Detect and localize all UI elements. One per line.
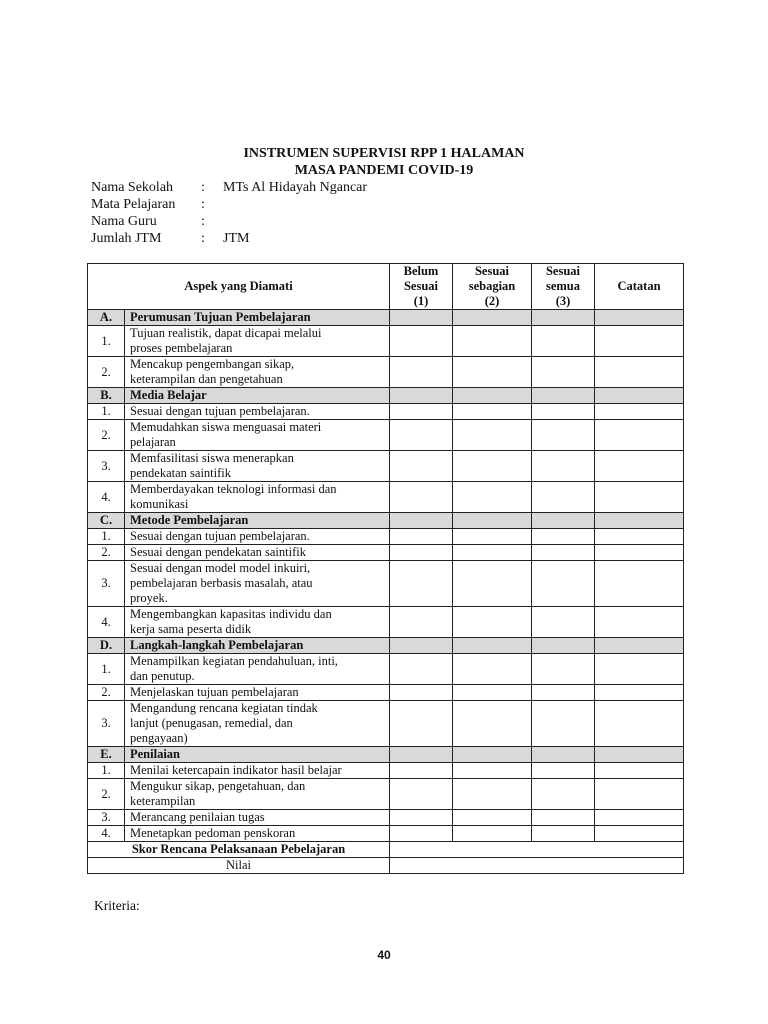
item-text-line: Mengembangkan kapasitas individu dan (130, 607, 332, 621)
section-row (88, 388, 684, 404)
catatan-cell (595, 529, 684, 545)
score-sesuai-semua (532, 638, 595, 654)
item-text-line: Menetapkan pedoman penskoran (130, 826, 296, 840)
score-sesuai-semua (532, 701, 595, 747)
item-text-line: Sesuai dengan pendekatan saintifik (130, 545, 306, 559)
item-number: 2. (88, 779, 125, 810)
score-sesuai-sebagian (453, 388, 532, 404)
score-sesuai-sebagian (453, 779, 532, 810)
item-text-line: Sesuai dengan model model inkuiri, (130, 561, 311, 575)
section-letter: D. (88, 638, 125, 654)
score-belum-sesuai (390, 779, 453, 810)
table-row (88, 545, 684, 561)
item-text-line: Menampilkan kegiatan pendahuluan, inti, (130, 654, 338, 668)
table-row (88, 561, 684, 607)
item-text (125, 763, 390, 779)
item-text-line: Memberdayakan teknologi informasi dan (130, 482, 337, 496)
catatan-cell (595, 654, 684, 685)
item-text-line: Sesuai dengan tujuan pembelajaran. (130, 404, 310, 418)
table-row (88, 779, 684, 810)
item-text-line: Memudahkan siswa menguasai materi (130, 420, 322, 434)
score-sesuai-sebagian (453, 545, 532, 561)
header-line: Sesuai (474, 264, 510, 278)
section-title: Metode Pembelajaran (125, 513, 390, 529)
item-number: 4. (88, 482, 125, 513)
item-number: 1. (88, 404, 125, 420)
item-text-line: Mengukur sikap, pengetahuan, dan (130, 779, 306, 793)
score-belum-sesuai (390, 357, 453, 388)
catatan-cell (595, 420, 684, 451)
item-text-line: dan penutup. (130, 669, 195, 683)
supervision-table (87, 263, 684, 874)
catatan-cell (595, 357, 684, 388)
item-text (125, 529, 390, 545)
score-sesuai-sebagian (453, 747, 532, 763)
section-letter: B. (88, 388, 125, 404)
score-belum-sesuai (390, 451, 453, 482)
info-label: Nama Sekolah (91, 180, 174, 195)
catatan-cell (595, 482, 684, 513)
catatan-cell (595, 451, 684, 482)
score-sesuai-semua (532, 747, 595, 763)
score-belum-sesuai (390, 326, 453, 357)
item-text-line: Tujuan realistik, dapat dicapai melalui (130, 326, 322, 340)
score-belum-sesuai (390, 420, 453, 451)
item-text-line: Merancang penilaian tugas (130, 810, 265, 824)
section-row (88, 638, 684, 654)
section-letter: A. (88, 310, 125, 326)
score-sesuai-semua (532, 654, 595, 685)
catatan-cell (595, 545, 684, 561)
item-text-line: pembelajaran berbasis masalah, atau (130, 576, 313, 590)
score-sesuai-semua (532, 545, 595, 561)
table-row (88, 482, 684, 513)
document-subtitle: MASA PANDEMI COVID-19 (294, 163, 474, 178)
header-line: semua (545, 279, 581, 293)
table-row (88, 826, 684, 842)
item-text-line: keterampilan (130, 794, 196, 808)
section-title: Perumusan Tujuan Pembelajaran (125, 310, 390, 326)
item-text-line: keterampilan dan pengetahuan (130, 372, 283, 386)
score-belum-sesuai (390, 388, 453, 404)
score-belum-sesuai (390, 763, 453, 779)
header-line: Sesuai (403, 279, 439, 293)
score-sesuai-sebagian (453, 654, 532, 685)
item-number: 1. (88, 529, 125, 545)
table-row (88, 685, 684, 701)
skor-row-value (390, 842, 684, 858)
score-sesuai-sebagian (453, 810, 532, 826)
item-text (125, 561, 390, 607)
catatan-cell (595, 763, 684, 779)
info-colon: : (201, 180, 205, 195)
item-text (125, 357, 390, 388)
score-sesuai-sebagian (453, 404, 532, 420)
score-belum-sesuai (390, 404, 453, 420)
info-label: Jumlah JTM (91, 231, 162, 246)
score-sesuai-sebagian (453, 685, 532, 701)
score-sesuai-sebagian (453, 482, 532, 513)
score-belum-sesuai (390, 310, 453, 326)
score-sesuai-semua (532, 810, 595, 826)
catatan-cell (595, 685, 684, 701)
header-line: sebagian (468, 279, 516, 293)
item-text-line: lanjut (penugasan, remedial, dan (130, 716, 293, 730)
item-number: 3. (88, 451, 125, 482)
catatan-cell (595, 404, 684, 420)
skor-row (88, 842, 684, 858)
section-row (88, 513, 684, 529)
nilai-row-label: Nilai (88, 858, 390, 874)
table-row (88, 810, 684, 826)
header-aspek: Aspek yang Diamati (88, 264, 390, 310)
item-text (125, 654, 390, 685)
section-row (88, 747, 684, 763)
table-row (88, 420, 684, 451)
identity-fields (91, 179, 367, 247)
score-sesuai-semua (532, 685, 595, 701)
item-number: 1. (88, 763, 125, 779)
header-sesuai-sebagian (453, 264, 532, 310)
nilai-row (88, 858, 684, 874)
header-sesuai-semua (532, 264, 595, 310)
score-belum-sesuai (390, 638, 453, 654)
score-sesuai-sebagian (453, 310, 532, 326)
nilai-row-value (390, 858, 684, 874)
catatan-cell (595, 388, 684, 404)
item-text-line: proyek. (130, 591, 168, 605)
item-text (125, 685, 390, 701)
catatan-cell (595, 701, 684, 747)
item-text (125, 779, 390, 810)
item-text (125, 451, 390, 482)
score-sesuai-semua (532, 826, 595, 842)
score-belum-sesuai (390, 685, 453, 701)
header-line: (3) (555, 294, 571, 308)
score-sesuai-semua (532, 357, 595, 388)
score-sesuai-sebagian (453, 561, 532, 607)
score-belum-sesuai (390, 607, 453, 638)
item-text (125, 326, 390, 357)
info-row (91, 196, 367, 213)
score-belum-sesuai (390, 747, 453, 763)
score-sesuai-semua (532, 482, 595, 513)
catatan-cell (595, 310, 684, 326)
item-text-line: Memfasilitasi siswa menerapkan (130, 451, 294, 465)
table-row (88, 326, 684, 357)
score-belum-sesuai (390, 561, 453, 607)
score-sesuai-semua (532, 326, 595, 357)
score-sesuai-semua (532, 404, 595, 420)
item-number: 2. (88, 685, 125, 701)
item-number: 2. (88, 420, 125, 451)
table-row (88, 451, 684, 482)
item-number: 1. (88, 654, 125, 685)
item-text-line: Sesuai dengan tujuan pembelajaran. (130, 529, 310, 543)
header-line: (1) (413, 294, 429, 308)
item-text-line: kerja sama peserta didik (130, 622, 252, 636)
item-number: 2. (88, 357, 125, 388)
header-line: (2) (484, 294, 500, 308)
section-title: Penilaian (125, 747, 390, 763)
score-sesuai-semua (532, 529, 595, 545)
score-sesuai-sebagian (453, 420, 532, 451)
item-text (125, 545, 390, 561)
table-row (88, 701, 684, 747)
table-row (88, 654, 684, 685)
item-number: 4. (88, 607, 125, 638)
item-text-line: proses pembelajaran (130, 341, 233, 355)
catatan-cell (595, 607, 684, 638)
item-text-line: pendekatan saintifik (130, 466, 232, 480)
catatan-cell (595, 561, 684, 607)
item-number: 1. (88, 326, 125, 357)
score-sesuai-semua (532, 420, 595, 451)
kriteria-label: Kriteria: (94, 898, 140, 913)
info-row (91, 230, 367, 247)
catatan-cell (595, 779, 684, 810)
score-sesuai-sebagian (453, 513, 532, 529)
item-text-line: Mencakup pengembangan sikap, (130, 357, 295, 371)
score-sesuai-sebagian (453, 638, 532, 654)
score-belum-sesuai (390, 826, 453, 842)
item-text-line: pelajaran (130, 435, 176, 449)
item-text (125, 701, 390, 747)
section-letter: C. (88, 513, 125, 529)
item-number: 2. (88, 545, 125, 561)
header-catatan: Catatan (595, 264, 684, 310)
score-sesuai-sebagian (453, 451, 532, 482)
info-colon: : (201, 231, 205, 246)
item-text-line: pengayaan) (130, 731, 188, 745)
score-belum-sesuai (390, 545, 453, 561)
info-row (91, 179, 367, 196)
catatan-cell (595, 810, 684, 826)
score-sesuai-semua (532, 779, 595, 810)
item-text (125, 482, 390, 513)
score-sesuai-semua (532, 561, 595, 607)
score-sesuai-sebagian (453, 529, 532, 545)
info-label: Mata Pelajaran (91, 197, 176, 212)
item-number: 3. (88, 701, 125, 747)
section-title: Media Belajar (125, 388, 390, 404)
table-header-row (88, 264, 684, 310)
info-label: Nama Guru (91, 214, 157, 229)
score-sesuai-semua (532, 763, 595, 779)
section-title: Langkah-langkah Pembelajaran (125, 638, 390, 654)
item-text-line: komunikasi (130, 497, 189, 511)
info-colon: : (201, 214, 205, 229)
section-letter: E. (88, 747, 125, 763)
section-row (88, 310, 684, 326)
item-text-line: Mengandung rencana kegiatan tindak (130, 701, 318, 715)
table-row (88, 529, 684, 545)
score-sesuai-sebagian (453, 826, 532, 842)
info-colon: : (201, 197, 205, 212)
info-value: JTM (223, 231, 250, 246)
score-sesuai-sebagian (453, 607, 532, 638)
info-row (91, 213, 367, 230)
header-line: Sesuai (545, 264, 581, 278)
item-text (125, 607, 390, 638)
catatan-cell (595, 326, 684, 357)
catatan-cell (595, 826, 684, 842)
score-sesuai-sebagian (453, 357, 532, 388)
score-sesuai-semua (532, 310, 595, 326)
score-belum-sesuai (390, 513, 453, 529)
score-belum-sesuai (390, 654, 453, 685)
document-title: INSTRUMEN SUPERVISI RPP 1 HALAMAN (243, 146, 525, 161)
score-sesuai-semua (532, 513, 595, 529)
header-line: Belum (403, 264, 439, 278)
score-sesuai-semua (532, 451, 595, 482)
catatan-cell (595, 513, 684, 529)
score-belum-sesuai (390, 810, 453, 826)
score-belum-sesuai (390, 482, 453, 513)
score-sesuai-sebagian (453, 701, 532, 747)
skor-row-label: Skor Rencana Pelaksanaan Pebelajaran (88, 842, 390, 858)
table-row (88, 404, 684, 420)
item-text (125, 810, 390, 826)
catatan-cell (595, 747, 684, 763)
table-row (88, 607, 684, 638)
item-text (125, 420, 390, 451)
item-number: 3. (88, 810, 125, 826)
catatan-cell (595, 638, 684, 654)
item-text-line: Menjelaskan tujuan pembelajaran (130, 685, 299, 699)
item-text (125, 404, 390, 420)
item-text-line: Menilai ketercapain indikator hasil belajar (130, 763, 342, 777)
score-sesuai-sebagian (453, 763, 532, 779)
score-sesuai-semua (532, 607, 595, 638)
table-row (88, 357, 684, 388)
item-number: 3. (88, 561, 125, 607)
score-belum-sesuai (390, 529, 453, 545)
score-belum-sesuai (390, 701, 453, 747)
page-number: 40 (377, 948, 391, 962)
header-belum-sesuai (390, 264, 453, 310)
item-text (125, 826, 390, 842)
item-number: 4. (88, 826, 125, 842)
score-sesuai-sebagian (453, 326, 532, 357)
score-sesuai-semua (532, 388, 595, 404)
info-value: MTs Al Hidayah Ngancar (223, 180, 368, 195)
table-row (88, 763, 684, 779)
